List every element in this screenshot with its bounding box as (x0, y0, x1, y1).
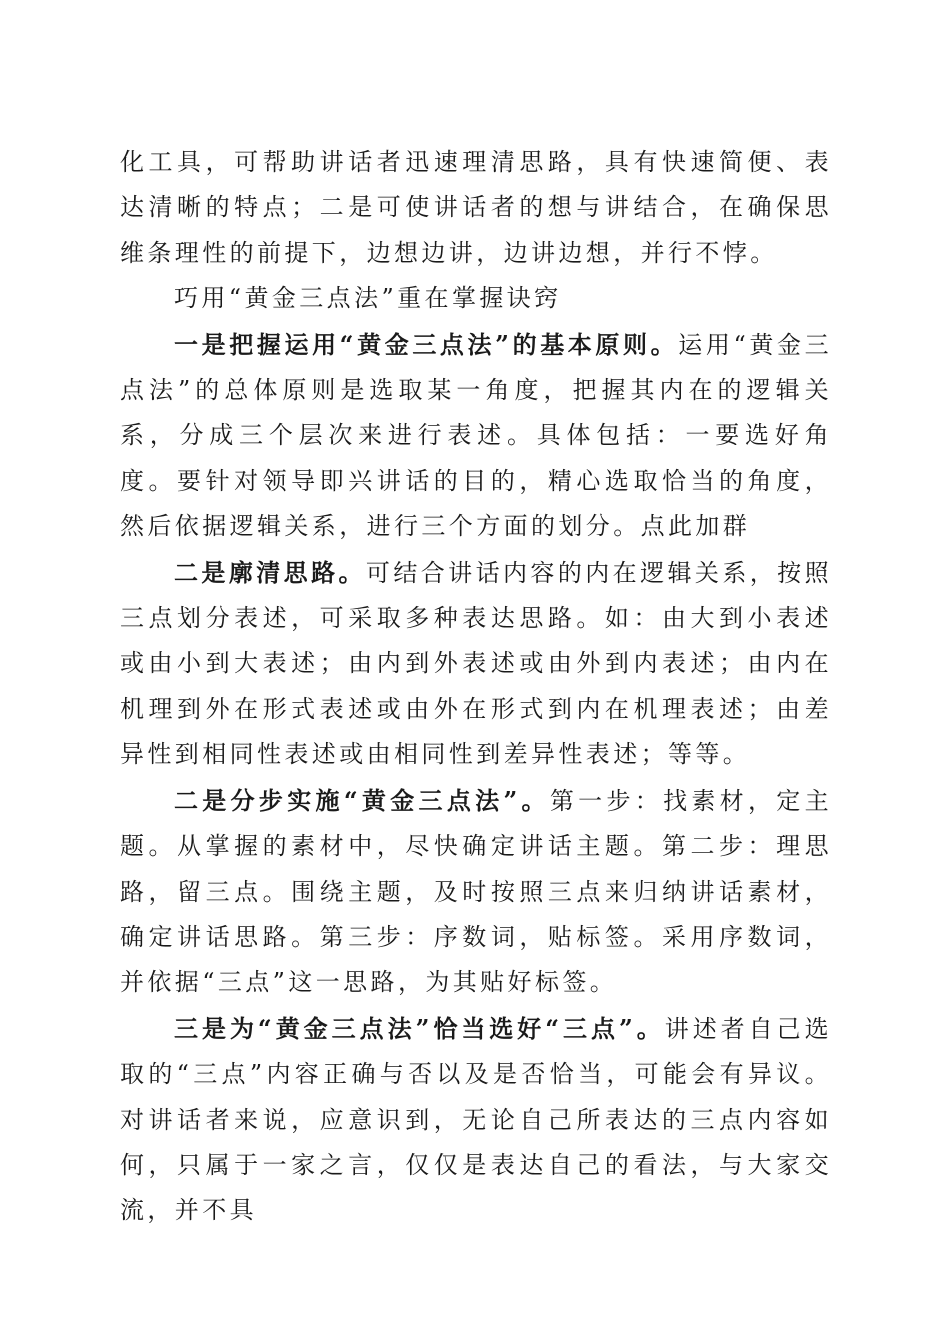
article-body (120, 140, 832, 1234)
paragraph-lead: 三是为“黄金三点法”恰当选好“三点”。 (174, 1013, 665, 1043)
paragraph-continuation (120, 140, 832, 276)
paragraph-principles (120, 322, 832, 550)
paragraph-text: 化工具，可帮助讲话者迅速理清思路，具有快速简便、表达清晰的特点；二是可使讲话者的想与讲结合，在确保思维条理性的前提下，边想边讲，边讲边想，并行不悖。 (120, 148, 832, 267)
paragraph-lead: 二是廓清思路。 (174, 557, 366, 587)
section-heading-text: 巧用“黄金三点法”重在掌握诀窍 (174, 284, 562, 313)
paragraph-lead: 二是分步实施“黄金三点法”。 (174, 785, 550, 815)
paragraph-clarify (120, 550, 832, 778)
paragraph-three-points (120, 1006, 832, 1234)
paragraph-text: 第一步：找素材，定主题。从掌握的素材中，尽快确定讲话主题。第二步：理思路，留三点。围绕主题，及时按照三点来归纳讲话素材，确定讲话思路。第三步：序数词，贴标签。采用序数词，并依据“三点”这一思路，为其贴好标签。 (120, 786, 832, 997)
paragraph-lead: 一是把握运用“黄金三点法”的基本原则。 (174, 329, 679, 359)
paragraph-text: 可结合讲话内容的内在逻辑关系，按照三点划分表述，可采取多种表达思路。如：由大到小表述或由小到大表述；由内到外表述或由外到内表述；由内在机理到外在形式表述或由外在形式到内在机理表述；由差异性到相同性表述或由相同性到差异性表述；等等。 (120, 558, 832, 769)
section-heading (120, 276, 832, 321)
paragraph-steps (120, 778, 832, 1006)
paragraph-text: 运用“黄金三点法”的总体原则是选取某一角度，把握其内在的逻辑关系，分成三个层次来进行表述。具体包括：一要选好角度。要针对领导即兴讲话的目的，精心选取恰当的角度，然后依据逻辑关系，进行三个方面的划分。点此加群 (120, 330, 832, 541)
paragraph-text: 讲述者自己选取的“三点”内容正确与否以及是否恰当，可能会有异议。对讲话者来说，应意识到，无论自己所表达的三点内容如何，只属于一家之言，仅仅是表达自己的看法，与大家交流，并不具 (120, 1014, 832, 1225)
